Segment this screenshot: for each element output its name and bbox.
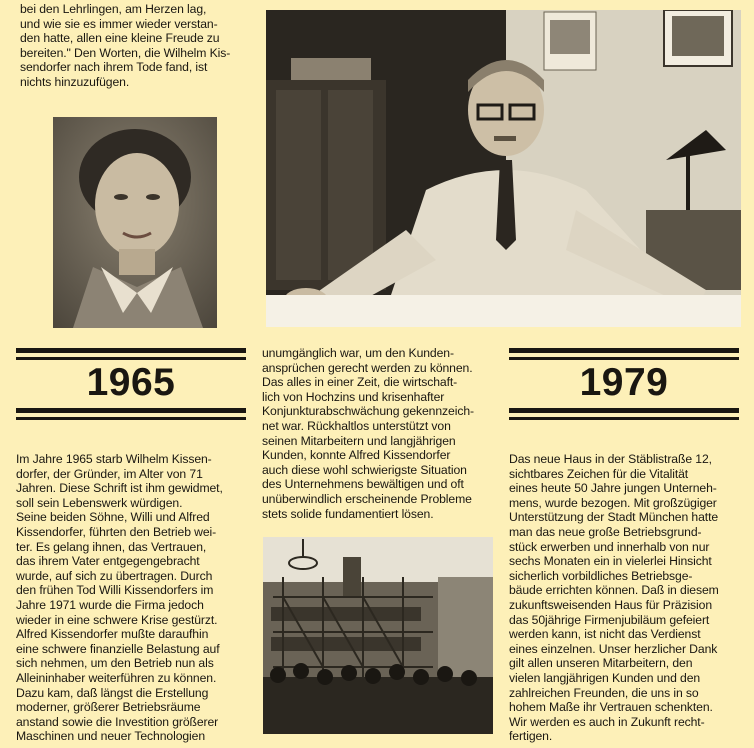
rule-top-right-thick (509, 348, 739, 353)
rule-top-left-thick (16, 348, 246, 353)
column-2-text: unumgänglich war, um den Kunden- ansprüchen gerecht werden zu können. Das alles in einer Zeit, die wirtschaft- lich von Hochzins und krisenhafter Konjunkturabschwächung gekennzeich- net war. Rückhaltlos unterstützt von seinen Mitarbeitern und langjährigen Kunden, konnte Alfred Kissendorfer auch diese wohl schwierigste Situation des Unternehmens bewältigen und oft unüberwindlich erscheinende Probleme stets solide fundamentiert lösen. (262, 346, 474, 521)
column-1-text: Im Jahre 1965 starb Wilhelm Kissen- dorfer, der Gründer, im Alter von 71 Jahren. Diese Schrift ist ihm gewidmet, soll sein Lebenswerk würdigen. Seine beiden Söhne, Willi und Alfred Kissendorfer, führten den Betrieb wei- ter. Es gelang ihnen, das Vertrauen, das ihrem Vater entgegengebracht wurde, auf sich zu übertragen. Durch den frühen Tod Willi Kissendorfers im Jahre 1971 wurde die Firma jedoch wieder in eine schwere Krise gestürzt. Alfred Kissendorfer mußte daraufhin eine schwere finanzielle Belastung auf sich nehmen, um den Betrieb nun als Alleininhaber weiterführen zu können. Dazu kam, daß längst die Erstellung moderner, größerer Betriebsräume anstand sowie die Investition größerer Maschinen und neuer Technologien (16, 452, 223, 744)
year-heading-1979: 1979 (579, 361, 669, 404)
year-heading-1965: 1965 (86, 361, 176, 404)
rule-bottom-left-thick (16, 408, 246, 413)
construction-site-photo (263, 537, 493, 734)
rule-bottom-right-thick (509, 408, 739, 413)
intro-text: bei den Lehrlingen, am Herzen lag, und wie sie es immer wieder verstan- den hatte, allen eine kleine Freude zu bereiten." Den Worten, die Wilhelm Kis- sendorfer nach ihrem Tode fand, ist nichts hinzuzufügen. (20, 2, 231, 89)
column-3-text: Das neue Haus in der Stäblistraße 12, sichtbares Zeichen für die Vitalität eines heute 50 Jahre jungen Unterneh- mens, wurde bezogen. Mit großzügiger Unterstützung der Stadt München hatte man das neue große Betriebsgrund- stück erwerben und innerhalb von nur sechs Monaten ein in vielerlei Hinsicht sicherlich vorbildliches Betriebsge- bäude errichten können. Daß in diesem zukunftsweisenden Haus für Präzision das 50jährige Firmenjubiläum gefeiert werden kann, ist nicht das Verdienst eines einzelnen. Unser herzlicher Dank gilt allen unseren Mitarbeitern, den vielen langjährigen Kunden und den zahlreichen Freunden, die uns in so hohem Maße ihr Vertrauen schenkten. Wir werden es auch in Zukunft recht- fertigen. (509, 452, 719, 744)
man-at-drafting-table-photo (266, 10, 741, 327)
rule-bottom-right-thin (509, 417, 739, 420)
portrait-woman-photo (53, 117, 217, 328)
rule-bottom-left-thin (16, 417, 246, 420)
